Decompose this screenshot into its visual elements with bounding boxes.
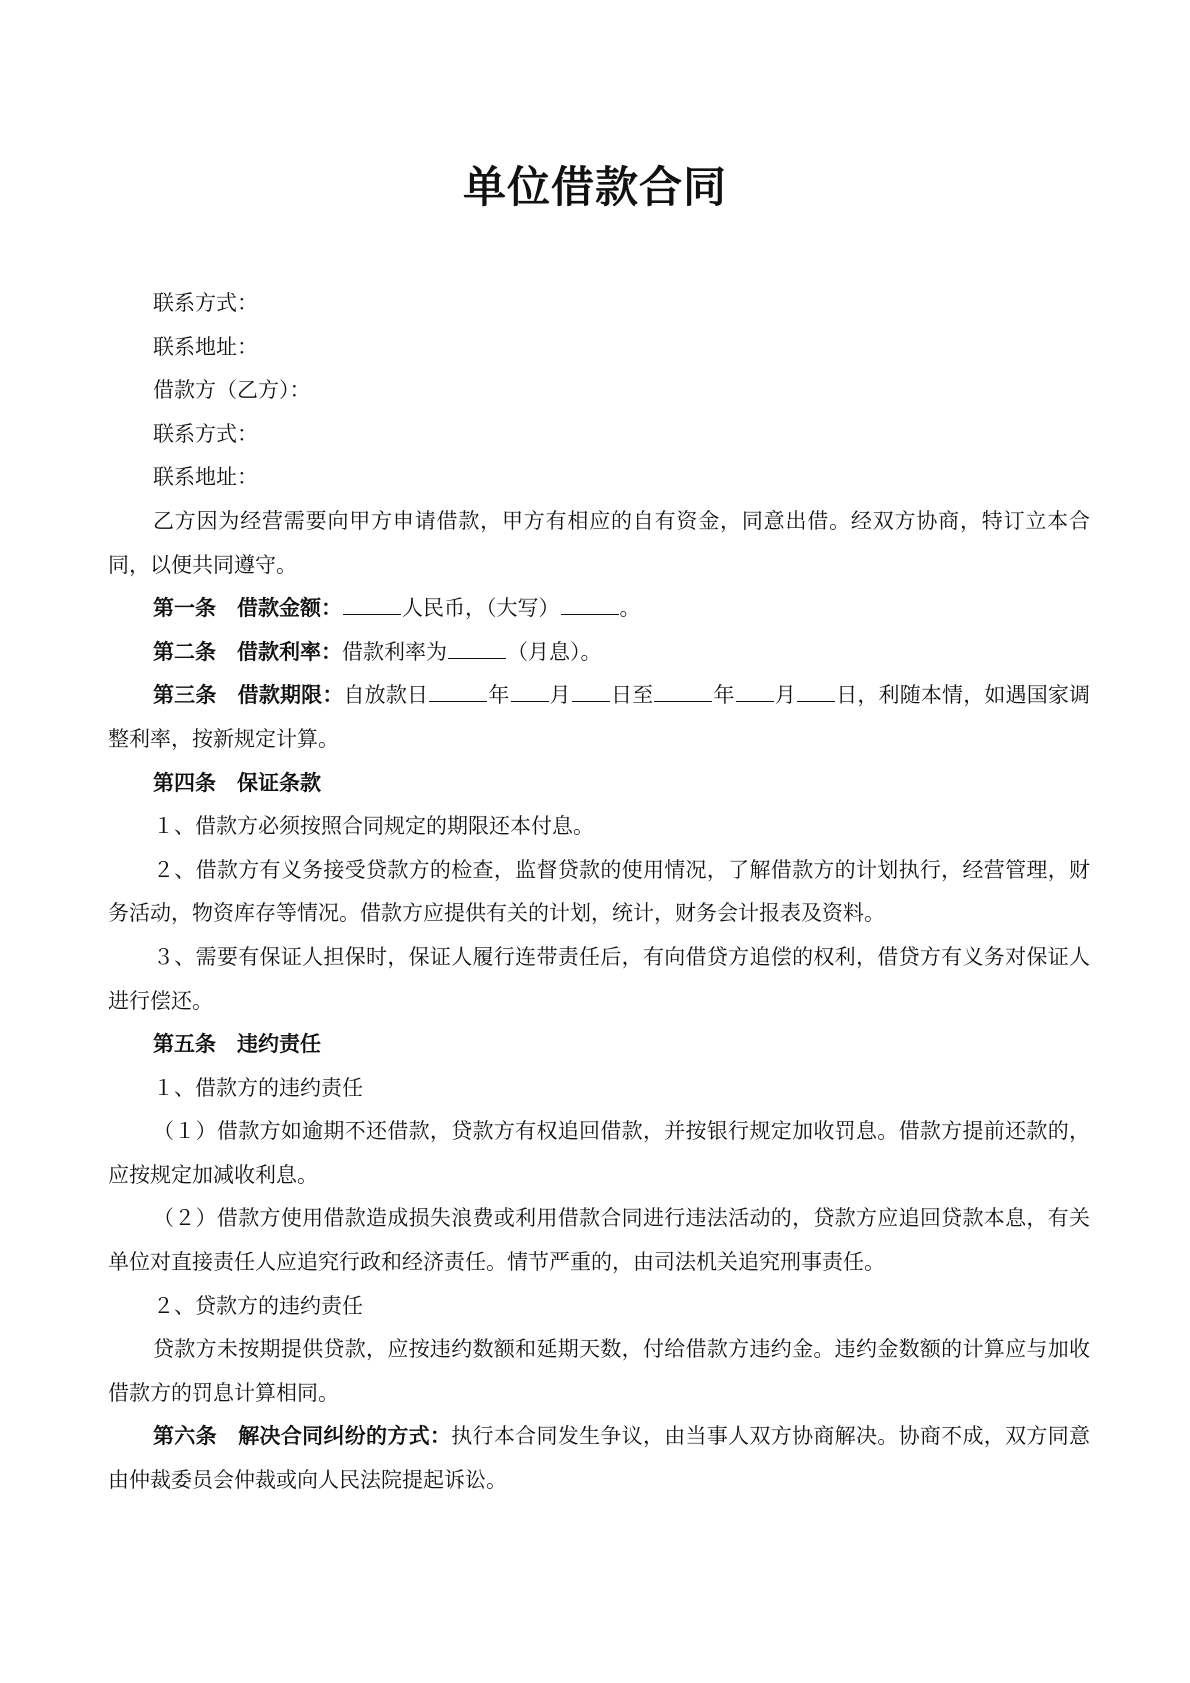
lender-contact-line: 联系方式： [153, 291, 258, 315]
article-2-text-1: 借款利率为 [342, 639, 447, 664]
article-1-text-1: 人民币，（大写） [402, 596, 560, 621]
article-1-text-2: 。 [619, 596, 641, 621]
article-3 [108, 674, 1090, 761]
month-label: 月 [549, 683, 571, 708]
amount-uppercase-blank [561, 592, 619, 615]
article-6 [108, 1415, 1090, 1502]
article-2 [108, 631, 1090, 675]
rate-blank [448, 636, 506, 659]
end-month-label: 月 [774, 683, 797, 708]
article-4-item-2: ２、借款方有义务接受贷款方的检查，监督贷款的使用情况，了解借款方的计划执行，经营管理，财务活动，物资库存等情况。借款方应提供有关的计划，统计，财务会计报表及资料。 [108, 857, 1090, 926]
article-5-clause-2: （２）借款方使用借款造成损失浪费或利用借款合同进行违法活动的，贷款方应追回贷款本息，有关单位对直接责任人应追究行政和经济责任。情节严重的，由司法机关追究刑事责任。 [108, 1206, 1090, 1275]
start-month-blank [511, 679, 549, 702]
article-5-clause-1: （１）借款方如逾期不还借款，贷款方有权追回借款，并按银行规定加收罚息。借款方提前还款的，应按规定加减收利息。 [108, 1119, 1090, 1187]
article-4-heading: 第四条 保证条款 [153, 770, 321, 795]
article-4-item-3: ３、需要有保证人担保时，保证人履行连带责任后，有向借贷方追偿的权利，借贷方有义务对保证人进行偿还。 [108, 944, 1090, 1013]
article-5-heading: 第五条 违约责任 [153, 1032, 321, 1057]
article-3-tail: 日，利随本情，如遇国家调整利率，按新规定计算。 [108, 683, 1091, 751]
day-to-label: 日至 [610, 683, 654, 708]
article-1-heading: 第一条 借款金额： [153, 596, 342, 621]
document-title: 单位借款合同 [463, 163, 727, 213]
borrower-contact-line: 联系方式： [153, 421, 258, 446]
article-2-text-2: （月息）。 [507, 639, 602, 664]
article-5-clause-3: 贷款方未按期提供贷款，应按违约数额和延期天数，付给借款方违约金。违约金数额的计算应与加收借款方的罚息计算相同。 [108, 1337, 1090, 1405]
year-label: 年 [488, 683, 510, 708]
start-day-blank [572, 679, 610, 702]
end-month-blank [736, 679, 774, 702]
document-body [108, 282, 1090, 1503]
amount-blank [343, 592, 401, 615]
article-4-item-1: １、借款方必须按照合同规定的期限还本付息。 [153, 814, 594, 839]
end-day-blank [797, 679, 835, 702]
borrower-address-line: 联系地址： [153, 465, 258, 490]
borrower-line: 借款方（乙方）： [153, 378, 311, 403]
start-year-blank [429, 679, 487, 702]
lender-address-line: 联系地址： [153, 334, 258, 359]
article-3-text-1: 自放款日 [343, 683, 429, 708]
end-year-blank [654, 679, 712, 702]
intro-paragraph: 乙方因为经营需要向甲方申请借款，甲方有相应的自有资金，同意出借。经双方协商，特订立本合同，以便共同遵守。 [108, 508, 1090, 577]
article-3-heading: 第三条 借款期限： [153, 683, 344, 708]
article-2-heading: 第二条 借款利率： [153, 639, 342, 664]
end-year-label: 年 [713, 683, 735, 708]
article-6-heading: 第六条 解决合同纠纷的方式： [153, 1424, 452, 1449]
article-6-text: 执行本合同发生争议，由当事人双方协商解决。协商不成，双方同意由仲裁委员会仲裁或向人民法院提起诉讼。 [108, 1424, 1090, 1493]
article-1 [108, 587, 1090, 631]
article-5-sub-1: １、借款方的违约责任 [153, 1075, 363, 1100]
article-5-sub-2: ２、贷款方的违约责任 [153, 1293, 363, 1318]
